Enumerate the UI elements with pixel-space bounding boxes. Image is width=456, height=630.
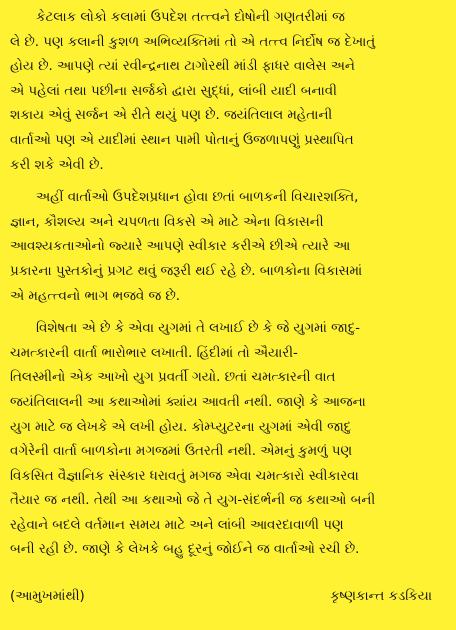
text-line: કેટલાક લોકો કલામાં ઉપદેશ તત્ત્વને દોષોની ગણતરીમાં જ xyxy=(36,10,345,25)
text-line: એ મહત્ત્વનો ભાગ ભજવે જ છે. xyxy=(10,288,181,304)
body-text xyxy=(10,6,446,563)
source-note: (આમુખમાંથી) xyxy=(10,589,85,604)
text-line: હોય છે. આપણે ત્યાં રવીન્દ્રનાથ ટાગોરથી માંડી ફાધર વાલેસ અને xyxy=(10,59,355,75)
text-line: પ્રકારના પુસ્તકોનું પ્રગટ થવું જરૂરી થઈ રહે છે. બાળકોના વિકાસમાં xyxy=(10,263,363,279)
text-line: બની રહી છે. જાણે કે લેખકે બહુ દૂરનું જોઈને જ વાર્તાઓ રચી છે. xyxy=(10,542,360,558)
author-name: કૃષ્ણકાન્ત કડકિયા xyxy=(330,589,432,604)
text-line: તૈયાર જ નથી. તેથી આ કથાઓ જે તે યુગ-સંદર્ભની જ કથાઓ બની xyxy=(10,493,376,509)
paragraph-gap xyxy=(10,178,446,186)
text-line: વગેરેની વાર્તા બાળકોના મગજમાં ઉતરતી નથી. એમનું કુમળું પણ xyxy=(10,444,353,460)
text-line: યુગ માટે જ લેખકે એ લખી હોય. કોમ્પ્યુટરના યુગમાં એવી જાદુ xyxy=(10,419,352,435)
footer xyxy=(10,584,446,610)
text-line: રહેવાને બદલે વર્તમાન સમય માટે અને લાંબી આવરદાવાળી પણ xyxy=(10,517,344,533)
text-line: આવશ્યકતાઓનો જ્યારે આપણે સ્વીકાર કરીએ છીએ ત્યારે આ xyxy=(10,239,351,255)
text-line: જયંતિલાલની આ કથાઓમાં ક્યાંય આવતી નથી. જાણે કે આજના xyxy=(10,394,366,410)
paragraph-1 xyxy=(10,6,446,178)
text-line: વિશેષતા એ છે કે એવા યુગમાં તે લખાઈ છે કે જે યુગમાં જાદુ- xyxy=(36,321,361,337)
text-line: અહીં વાર્તાઓ ઉપદેશપ્રધાન હોવા છતાં બાળકની વિચારશક્તિ, xyxy=(36,190,359,206)
text-line: તિલસ્મીનો એક આખો યુગ પ્રવર્તી ગયો. છતાં ચમત્કારની વાત xyxy=(10,370,336,386)
text-line: વાર્તાઓ પણ એ યાદીમાં સ્થાન પામી પોતાનું ઉજળાપણું પ્રસ્થાપિત xyxy=(10,132,354,148)
paragraph-3 xyxy=(10,317,446,563)
paragraph-2 xyxy=(10,186,446,309)
paragraph-gap xyxy=(10,309,446,317)
text-line: શકાય એવું સર્જન એ રીતે થયું પણ છે. જયંતિલાલ મહેતાની xyxy=(10,108,333,124)
text-line: કરી શકે એવી છે. xyxy=(10,157,104,173)
text-line: વિકસિત વૈજ્ઞાનિક સંસ્કાર ધરાવતું મગજ એવા ચમત્કારો સ્વીકારવા xyxy=(10,468,359,484)
text-line: એ પહેલાં તથા પછીના સર્જકો દ્વારા સુદ્ધાં, લાંબી યાદી બનાવી xyxy=(10,83,337,99)
text-line: ચમત્કારની વાર્તા ભારોભાર લખાતી. હિંદીમાં તો ઐયારી- xyxy=(10,345,298,361)
text-line: લે છે. પણ કલાની કુશળ અભિવ્યક્તિમાં તો એ તત્ત્વ નિર્દોષ જ દેખાતું xyxy=(10,34,376,50)
text-line: જ્ઞાન, કૌશલ્ય અને ચપળતા વિકસે એ માટે એના વિકાસની xyxy=(10,214,324,230)
